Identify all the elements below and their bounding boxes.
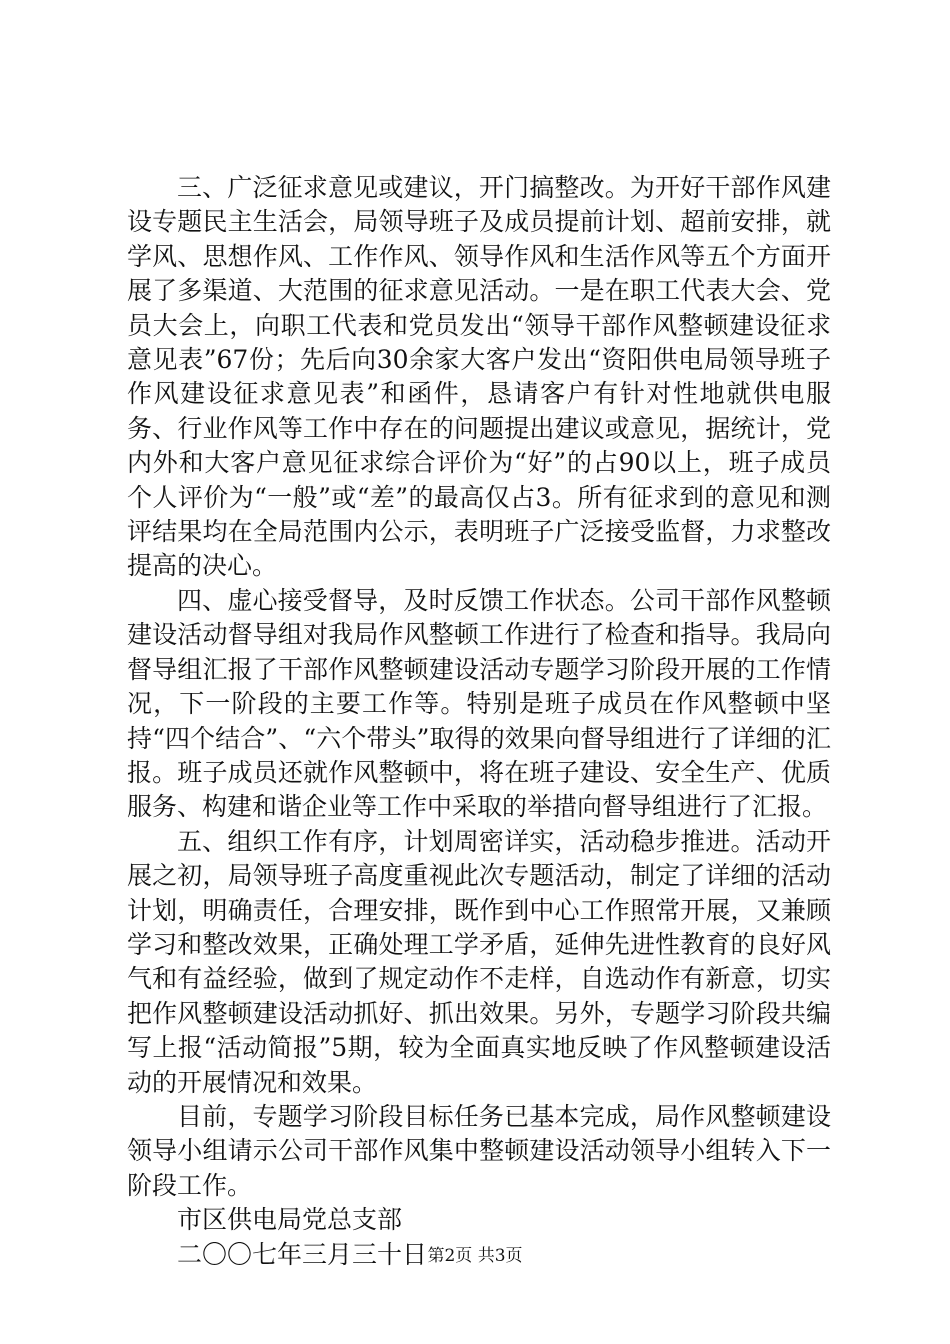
- signature-date: 二〇〇七年三月三十日: [177, 1239, 428, 1269]
- paragraph-section-five: 五、组织工作有序，计划周密详实，活动稳步推进。活动开展之初，局领导班子高度重视此次专题活动，制定了详细的活动计划，明确责任，合理安排，既作到中心工作照常开展，又兼顾学习和整改效果，正确处理工学矛盾，延伸先进性教育的良好风气和有益经验，做到了规定动作不走样，自选动作有新意，切实把作风整顿建设活动抓好、抓出效果。另外，专题学习阶段共编写上报“活动简报”5期，较为全面真实地反映了作风整顿建设活动的开展情况和效果。: [127, 826, 831, 1097]
- paragraph-section-four: 四、虚心接受督导，及时反馈工作状态。公司干部作风整顿建设活动督导组对我局作风整顿工作进行了检查和指导。我局向督导组汇报了干部作风整顿建设活动专题学习阶段开展的工作情况，下一阶段的主要工作等。特别是班子成员在作风整顿中坚持“四个结合”、“六个带头”取得的效果向督导组进行了详细的汇报。班子成员还就作风整顿中，将在班子建设、安全生产、优质服务、构建和谐企业等工作中采取的举措向督导组进行了汇报。: [127, 585, 831, 822]
- paragraph-section-three: 三、广泛征求意见或建议，开门搞整改。为开好干部作风建设专题民主生活会，局领导班子及成员提前计划、超前安排，就学风、思想作风、工作作风、领导作风和生活作风等五个方面开展了多渠道、大范围的征求意见活动。一是在职工代表大会、党员大会上，向职工代表和党员发出“领导干部作风整顿建设征求意见表”67份；先后向30余家大客户发出“资阳供电局领导班子作风建设征求意见表”和函件，恳请客户有针对性地就供电服务、行业作风等工作中存在的问题提出建议或意见，据统计，党内外和大客户意见征求综合评价为“好”的占90以上，班子成员个人评价为“一般”或“差”的最高仅占3。所有征求到的意见和测评结果均在全局范围内公示，表明班子广泛接受监督，力求整改提高的决心。: [127, 173, 831, 581]
- document-body: [127, 171, 831, 1272]
- signature-organization: 市区供电局党总支部: [177, 1205, 403, 1235]
- paragraph-conclusion: 目前，专题学习阶段目标任务已基本完成，局作风整顿建设领导小组请示公司干部作风集中整顿建设活动领导小组转入下一阶段工作。: [127, 1101, 831, 1200]
- page-footer: [0, 1245, 950, 1267]
- page-number: 第2页 共3页: [427, 1246, 523, 1266]
